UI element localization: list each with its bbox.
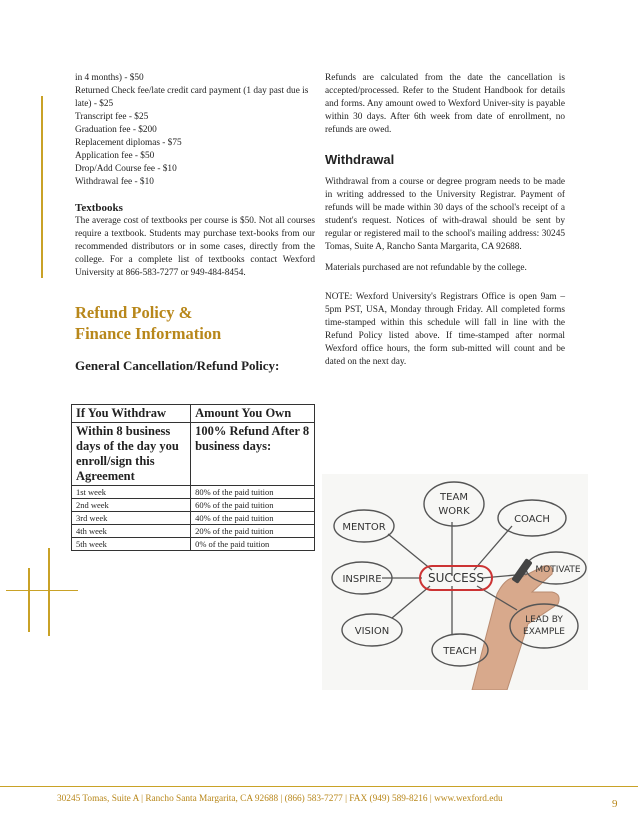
fee-list: [75, 72, 315, 189]
table-cell: 3rd week: [72, 512, 191, 525]
word-work: WORK: [438, 506, 470, 517]
registrar-note: NOTE: Wexford University's Registrars Office is open 9am – 5pm PST, USA, Monday through Friday. All completed forms time-stamped within this schedule will fall in line with the Refund Policy listed above. If time-stamped after normal Wexford office hours, the form sub-mitted will count and be dated on the next day.: [325, 292, 565, 367]
right-column: [325, 72, 565, 369]
fee-item: Replacement diplomas - $75: [75, 138, 182, 148]
table-cell: 5th week: [72, 538, 191, 551]
textbooks-body: The average cost of textbooks per course is $50. Not all courses require a textbook. Students may purchase text-books from our recommended distributors or in some cases, directly from the college. For a complete list of textbooks contact Wexford University at 866-583-7277 or 949-484-8454.: [75, 216, 315, 278]
fee-item: in 4 months) - $50: [75, 73, 144, 83]
word-team: TEAM: [440, 492, 468, 503]
withdrawal-body: Withdrawal from a course or degree program needs to be made in writing addressed to the University Registrar. Payment of refunds will be made within 30 days of the school's receipt of a student's request. Notices of with-drawal should be sent by regular or registered mail to the school's mailing address: 30245 Tomas, Suite A, Rancho Santa Margarita, CA 92688.: [325, 177, 565, 252]
footer-contact: 30245 Tomas, Suite A | Rancho Santa Margarita, CA 92688 | (866) 583-7277 | FAX (949) 589-8216 | www.wexford.edu: [57, 794, 503, 804]
fee-item: Graduation fee - $200: [75, 125, 157, 135]
table-cell: 4th week: [72, 525, 191, 538]
word-teach: TEACH: [443, 646, 477, 657]
materials-note: Materials purchased are not refundable by the college.: [325, 263, 527, 273]
success-whiteboard-image: [322, 474, 588, 690]
table-cell: 0% of the paid tuition: [191, 538, 315, 551]
word-vision: VISION: [354, 626, 390, 637]
refund-title-line1: Refund Policy &: [75, 303, 193, 322]
decorative-rule-vertical: [28, 568, 30, 632]
refund-title-line2: Finance Information: [75, 324, 222, 343]
fee-item: Withdrawal fee - $10: [75, 177, 154, 187]
footer-rule: [0, 786, 638, 787]
table-subheader-row: [72, 423, 315, 486]
cancellation-policy-heading: General Cancellation/Refund Policy:: [75, 358, 280, 373]
word-success: SUCCESS: [428, 571, 484, 585]
table-cell: 60% of the paid tuition: [191, 499, 315, 512]
table-cell: 1st week: [72, 486, 191, 499]
refund-section-title: [75, 302, 315, 344]
word-example: EXAMPLE: [523, 627, 565, 637]
table-header-cell: Within 8 business days of the day you enroll/sign this Agreement: [72, 423, 191, 486]
word-motivate: MOTIVATE: [535, 565, 581, 575]
fee-item: Application fee - $50: [75, 151, 155, 161]
table-row: [72, 499, 315, 512]
page-number: 9: [612, 798, 618, 810]
word-mentor: MENTOR: [342, 522, 386, 533]
decorative-rule-vertical: [41, 96, 43, 278]
table-header-cell: If You Withdraw: [72, 405, 191, 423]
table-cell: 40% of the paid tuition: [191, 512, 315, 525]
word-lead-by: LEAD BY: [525, 615, 563, 625]
textbooks-heading: Textbooks: [75, 202, 123, 214]
decorative-rule-vertical: [48, 548, 50, 636]
word-inspire: INSPIRE: [342, 574, 382, 585]
fee-item: Drop/Add Course fee - $10: [75, 164, 177, 174]
table-header-cell: 100% Refund After 8 business days:: [191, 423, 315, 486]
word-coach: COACH: [514, 514, 550, 525]
table-header-cell: Amount You Own: [191, 405, 315, 423]
refund-table: [71, 404, 315, 551]
refund-calculation-text: Refunds are calculated from the date the cancellation is accepted/processed. Refer to the Student Handbook for details and forms. Any amount owed to Wexford Univer-sity is payable within 30 days. After 6th week from date of enrollment, no refunds are owed.: [325, 73, 565, 135]
left-column: [75, 72, 315, 374]
table-row: [72, 525, 315, 538]
table-row: [72, 486, 315, 499]
fee-item: Returned Check fee/late credit card payment (1 day past due is late) - $25: [75, 86, 309, 109]
table-header-row: [72, 405, 315, 423]
table-cell: 20% of the paid tuition: [191, 525, 315, 538]
table-row: [72, 538, 315, 551]
decorative-rule-horizontal: [6, 590, 78, 591]
withdrawal-heading: Withdrawal: [325, 152, 395, 167]
table-cell: 80% of the paid tuition: [191, 486, 315, 499]
table-cell: 2nd week: [72, 499, 191, 512]
table-row: [72, 512, 315, 525]
fee-item: Transcript fee - $25: [75, 112, 149, 122]
